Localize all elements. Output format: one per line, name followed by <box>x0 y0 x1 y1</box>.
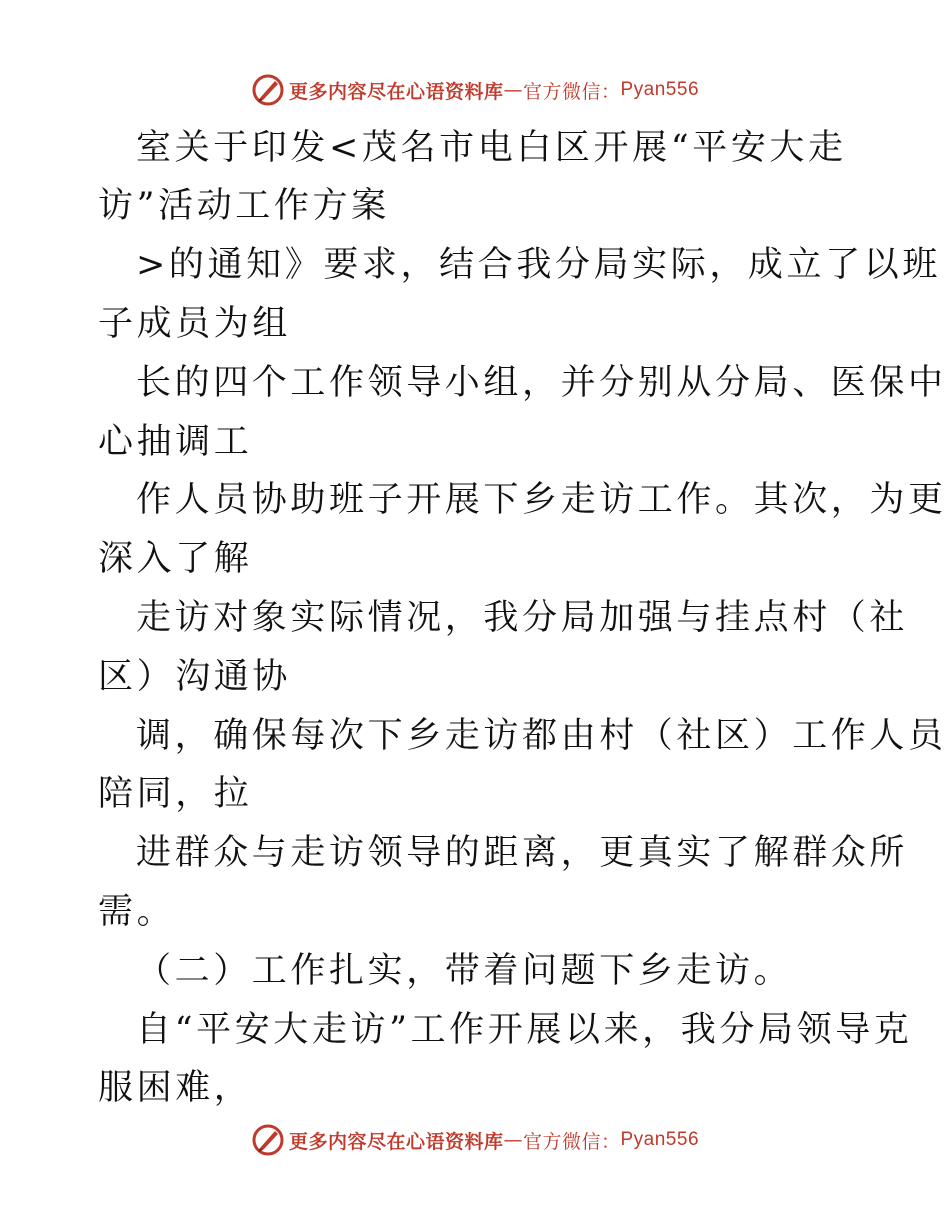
banner-prefix-text: 更多内容尽在心语资料库 <box>288 80 504 103</box>
body-line: 区）沟通协 <box>98 657 292 697</box>
quill-pen-logo-icon <box>251 1123 285 1157</box>
body-line: 室关于印发<茂名市电白区开展“平安大走 <box>136 128 847 168</box>
body-line: 访”活动工作方案 <box>98 186 390 226</box>
body-line: 子成员为组 <box>98 304 292 344</box>
banner-wechat-id: Pyan556 <box>620 79 700 100</box>
banner-separator: — <box>503 1129 523 1151</box>
body-line: 心抽调工 <box>98 422 253 462</box>
body-line: 深入了解 <box>98 539 253 579</box>
body-line: 自“平安大走访”工作开展以来，我分局领导克 <box>136 1010 913 1050</box>
banner-separator: — <box>503 79 523 101</box>
body-line: 作人员协助班子开展下乡走访工作。其次，为更 <box>136 480 947 520</box>
body-line: 需。 <box>98 892 176 932</box>
banner-wechat-id: Pyan556 <box>620 1129 700 1150</box>
banner-prefix-text: 更多内容尽在心语资料库 <box>288 1130 504 1153</box>
banner-wechat-label: 官方微信： <box>522 1130 621 1153</box>
section-heading: （二）工作扎实，带着问题下乡走访。 <box>136 951 793 991</box>
body-line: 陪同，拉 <box>98 774 253 814</box>
body-line: 进群众与走访领导的距离，更真实了解群众所 <box>136 833 909 873</box>
body-line: 长的四个工作领导小组，并分别从分局、医保中 <box>136 363 947 403</box>
header-watermark-banner <box>0 70 950 110</box>
footer-watermark-banner <box>0 1120 950 1160</box>
banner-wechat-label: 官方微信： <box>522 80 621 103</box>
quill-pen-logo-icon <box>251 73 285 107</box>
body-line: 走访对象实际情况，我分局加强与挂点村（社 <box>136 598 909 638</box>
body-line: 调，确保每次下乡走访都由村（社区）工作人员 <box>136 716 947 756</box>
body-line: 服困难， <box>98 1068 253 1108</box>
body-line: >的通知》要求，结合我分局实际，成立了以班 <box>136 245 941 285</box>
